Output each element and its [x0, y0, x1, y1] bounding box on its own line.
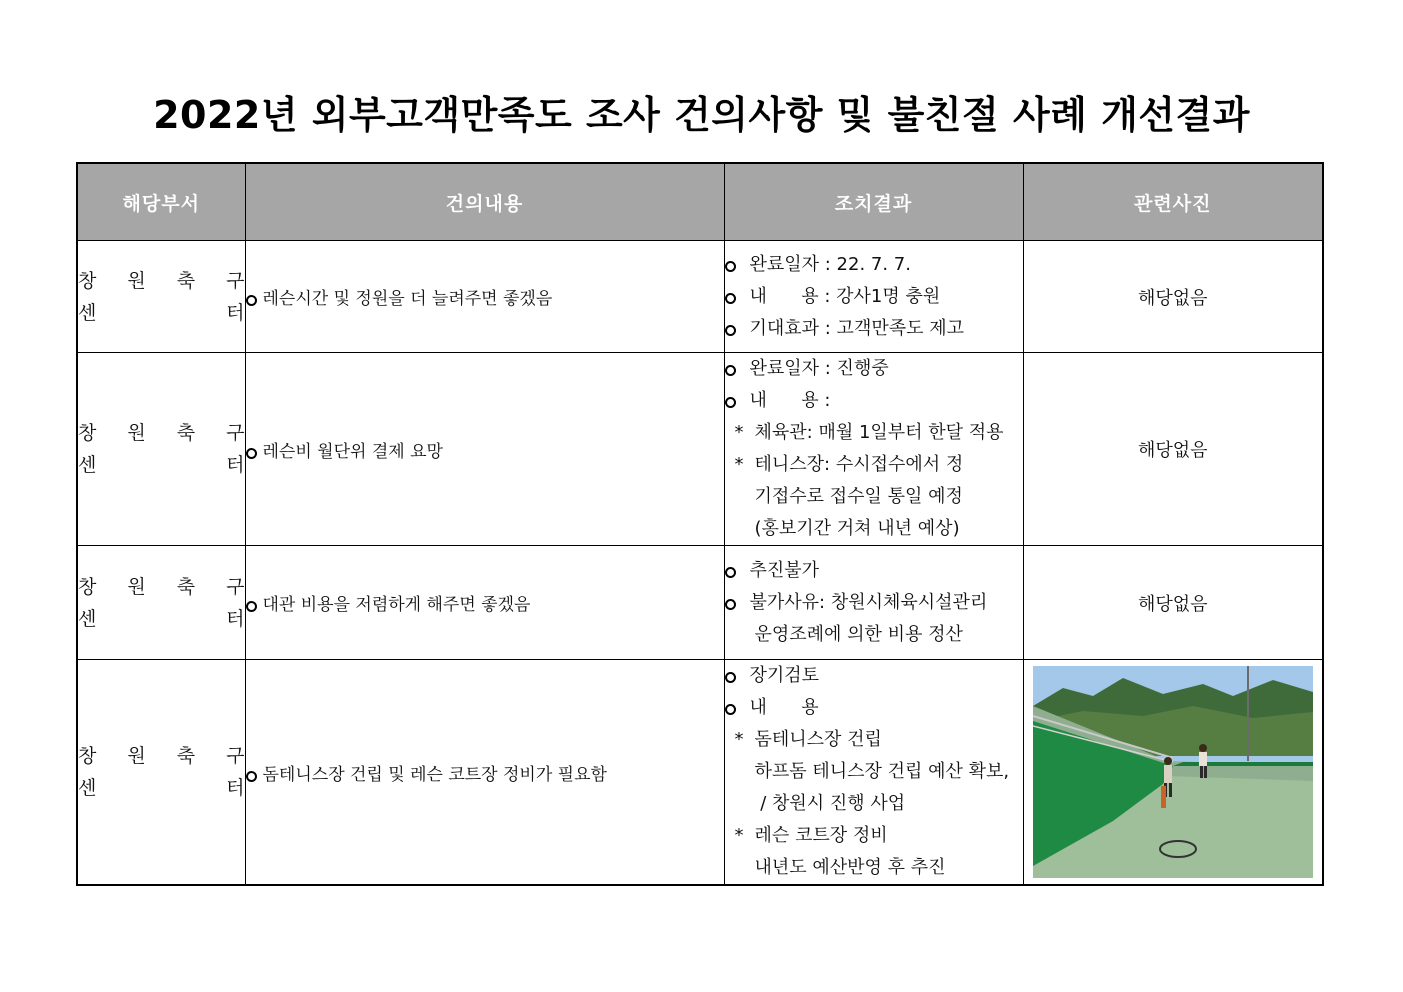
action-text: 내 용 :	[749, 390, 831, 411]
dept-char: 축	[176, 422, 196, 444]
action-text: 내 용	[749, 697, 819, 718]
dept-cell	[77, 546, 245, 660]
dept-char: 센	[78, 777, 97, 799]
action-text: 테니스장: 수시접수에서 정	[754, 454, 964, 475]
action-line	[725, 417, 1023, 449]
action-line	[725, 513, 1023, 545]
tennis-court-photo	[1033, 666, 1313, 878]
circle-bullet-icon	[725, 672, 736, 683]
request-text: 대관 비용을 저렴하게 해주면 좋겠음	[262, 595, 531, 615]
action-line	[725, 449, 1023, 481]
request-text: 레슨시간 및 정원을 더 늘려주면 좋겠음	[262, 289, 553, 309]
dept-char: 터	[226, 454, 245, 476]
page-title: 2022년 외부고객만족도 조사 건의사항 및 불친절 사례 개선결과	[153, 93, 1250, 137]
request-text: 돔테니스장 건립 및 레슨 코트장 정비가 필요함	[262, 764, 607, 785]
dept-char: 구	[226, 575, 245, 598]
action-cell	[724, 353, 1023, 546]
dept-char: 원	[127, 575, 146, 598]
action-text: 기접수로 접수일 통일 예정	[754, 486, 963, 507]
action-text: 돔테니스장 건립	[754, 729, 882, 750]
table-row	[77, 546, 1323, 660]
action-cell	[724, 546, 1023, 660]
action-text: 하프돔 테니스장 건립 예산 확보,	[754, 761, 1010, 782]
asterisk-icon: *	[734, 825, 744, 846]
table-row	[77, 353, 1323, 546]
request-cell	[245, 660, 724, 886]
action-line	[725, 281, 1023, 313]
action-line	[725, 692, 1023, 724]
circle-bullet-icon	[725, 567, 736, 578]
photo-cell	[1023, 353, 1323, 546]
action-line	[725, 756, 1023, 788]
dept-char: 창	[78, 422, 97, 444]
dept-char: 원	[127, 745, 146, 767]
action-line	[725, 481, 1023, 513]
action-line	[725, 619, 1023, 651]
asterisk-icon: *	[734, 454, 744, 475]
table-row	[77, 241, 1323, 353]
action-cell	[724, 241, 1023, 353]
dept-char: 원	[127, 422, 146, 444]
dept-char: 센	[78, 301, 97, 324]
request-text: 레슨비 월단위 결제 요망	[262, 441, 443, 462]
header-request: 건의내용	[245, 163, 724, 241]
dept-char: 구	[226, 745, 245, 767]
dept-char: 축	[176, 745, 196, 767]
action-text: 내 용 : 강사1명 충원	[749, 285, 941, 307]
circle-bullet-icon	[246, 295, 257, 306]
circle-bullet-icon	[725, 325, 736, 336]
action-line	[725, 820, 1023, 852]
dept-char: 센	[78, 607, 97, 630]
circle-bullet-icon	[246, 771, 257, 782]
photo-cell	[1023, 660, 1323, 886]
asterisk-icon: *	[734, 729, 744, 750]
action-text: 불가사유: 창원시체육시설관리	[749, 591, 988, 613]
dept-char: 구	[226, 269, 245, 292]
dept-char: 터	[226, 301, 245, 324]
circle-bullet-icon	[246, 448, 257, 459]
dept-cell	[77, 241, 245, 353]
header-photo: 관련사진	[1023, 163, 1323, 241]
action-text: 내년도 예산반영 후 추진	[754, 857, 946, 878]
action-line	[725, 587, 1023, 619]
dept-char: 축	[176, 269, 196, 292]
header-action: 조치결과	[724, 163, 1023, 241]
request-cell	[245, 353, 724, 546]
dept-cell	[77, 353, 245, 546]
header-dept: 해당부서	[77, 163, 245, 241]
dept-char: 창	[78, 575, 97, 598]
action-text: 장기검토	[749, 665, 820, 686]
dept-cell	[77, 660, 245, 886]
table-header-row	[77, 163, 1323, 241]
dept-char: 창	[78, 269, 97, 292]
dept-char: 터	[226, 777, 245, 799]
circle-bullet-icon	[725, 293, 736, 304]
dept-char: 창	[78, 745, 97, 767]
action-line	[725, 788, 1023, 820]
circle-bullet-icon	[725, 704, 736, 715]
action-text: 체육관: 매월 1일부터 한달 적용	[754, 422, 1004, 443]
circle-bullet-icon	[246, 601, 257, 612]
dept-char: 원	[127, 269, 146, 292]
dept-char: 구	[226, 422, 245, 444]
action-text: 기대효과 : 고객만족도 제고	[749, 317, 964, 339]
request-cell	[245, 241, 724, 353]
photo-none-text: 해당없음	[1137, 287, 1208, 309]
action-text: 레슨 코트장 정비	[754, 825, 888, 846]
action-text: 추진불가	[749, 559, 820, 581]
request-cell	[245, 546, 724, 660]
action-line	[725, 660, 1023, 692]
table-row	[77, 660, 1323, 886]
photo-none-text: 해당없음	[1137, 593, 1208, 615]
action-line	[725, 249, 1023, 281]
dept-char: 센	[78, 454, 97, 476]
action-line	[725, 555, 1023, 587]
action-line	[725, 313, 1023, 345]
action-text: (홍보기간 거쳐 내년 예상)	[754, 518, 960, 539]
dept-char: 터	[226, 607, 245, 630]
improvement-table	[76, 162, 1324, 886]
asterisk-icon: *	[734, 422, 744, 443]
action-line	[725, 353, 1023, 385]
photo-cell	[1023, 546, 1323, 660]
dept-char: 축	[176, 575, 196, 598]
circle-bullet-icon	[725, 397, 736, 408]
action-line	[725, 724, 1023, 756]
action-line	[725, 852, 1023, 884]
circle-bullet-icon	[725, 365, 736, 376]
action-line	[725, 385, 1023, 417]
action-text: 완료일자 : 22. 7. 7.	[749, 253, 911, 275]
action-text: / 창원시 진행 사업	[754, 793, 906, 814]
photo-none-text: 해당없음	[1137, 440, 1208, 461]
photo-cell	[1023, 241, 1323, 353]
action-cell	[724, 660, 1023, 886]
circle-bullet-icon	[725, 599, 736, 610]
action-text: 완료일자 : 진행중	[749, 358, 889, 379]
action-text: 운영조례에 의한 비용 정산	[754, 623, 963, 645]
circle-bullet-icon	[725, 261, 736, 272]
